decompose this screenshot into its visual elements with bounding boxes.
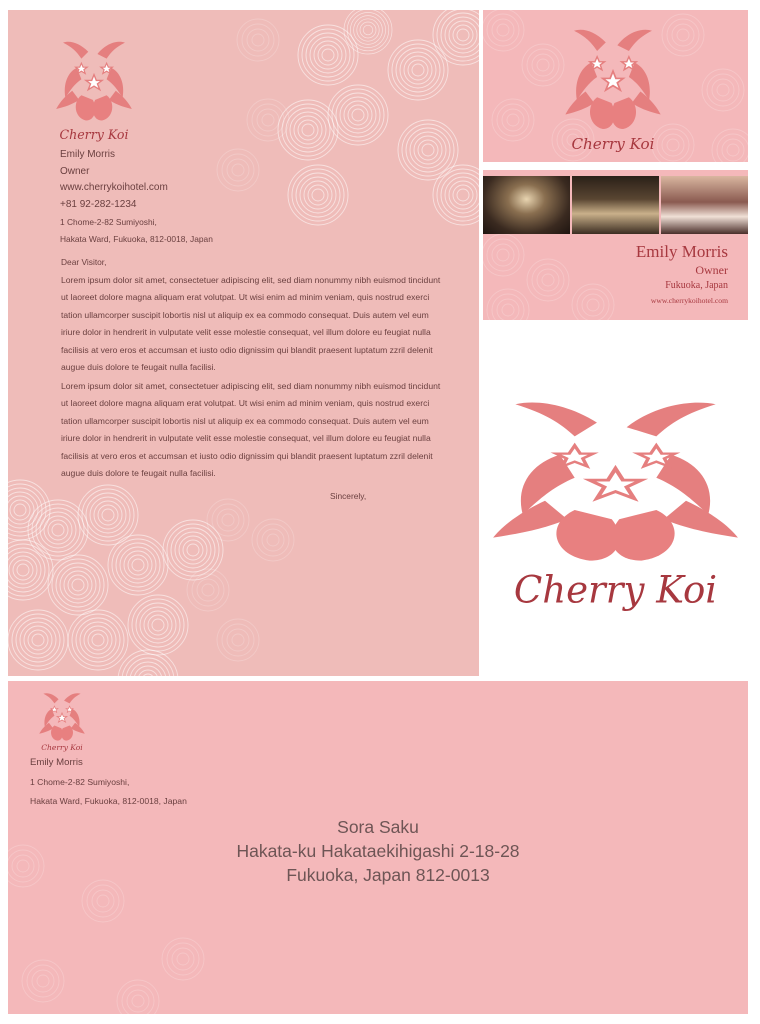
sender-address-line2: Hakata Ward, Fukuoka, 812-0018, Japan — [60, 233, 213, 244]
card-city: Fukuoka, Japan — [665, 280, 728, 291]
sender-address-line1: 1 Chome-2-82 Sumiyoshi, — [60, 216, 157, 227]
hotel-fountain-photo — [572, 176, 659, 234]
sender-title: Owner — [60, 165, 90, 177]
card-name: Emily Morris — [635, 242, 728, 261]
sender-block — [60, 147, 213, 247]
sender-website[interactable]: www.cherrykoihotel.com — [60, 182, 168, 194]
envelope-sender-address-line2: Hakata Ward, Fukuoka, 812-0018, Japan — [30, 795, 187, 806]
svg-text:Cherry Koi: Cherry Koi — [513, 568, 718, 612]
card-title: Owner — [695, 263, 728, 277]
letter-greeting: Dear Visitor, — [61, 257, 107, 267]
card-logo — [538, 25, 688, 155]
envelope-sender — [30, 754, 187, 810]
sender-phone: +81 92-282-1234 — [60, 199, 137, 211]
letter-paragraph-2: Lorem ipsum dolor sit amet, consectetuer adipiscing elit, sed diam nonummy nibh euismod tincidunt ut laoreet dolore magna aliquam erat volutpat. Ut wisi enim ad minim veniam, quis nostrud exerci tation ullamcorper suscipit lobortis nisl ut aliquip ex ea commodo consequat. Duis autem vel eum iriure dolor in hendrerit in vulputate velit esse molestie consequat, vel illum dolore eu feugiat nulla facilisis at vero eros et accumsan et iusto odio dignissim qui blandit praesent luptatum zzril delenit augue duis dolore te feugait nulla facilisi. — [61, 381, 441, 479]
envelope-sender-name: Emily Morris — [30, 757, 83, 768]
hotel-room-photo — [661, 176, 748, 234]
recipient-name: Sora Saku — [337, 817, 419, 837]
sender-name: Emily Morris — [60, 149, 115, 160]
cherry-koi-logo — [34, 38, 154, 148]
envelope-logo — [24, 691, 100, 753]
recipient-street: Hakata-ku Hakataekihigashi 2-18-28 — [236, 841, 520, 861]
large-koi-logo — [483, 395, 748, 625]
hotel-lobby-photo — [483, 176, 570, 234]
envelope — [8, 681, 748, 1014]
recipient-city: Fukuoka, Japan 812-0013 — [286, 865, 490, 885]
hotel-photo-strip — [483, 176, 748, 234]
business-card-back — [483, 170, 748, 320]
letter-paragraph-1: Lorem ipsum dolor sit amet, consectetuer adipiscing elit, sed diam nonummy nibh euismod tincidunt ut laoreet dolore magna aliquam erat volutpat. Ut wisi enim ad minim veniam, quis nostrud exerci tation ullamcorper suscipit lobortis nisl ut aliquip ex ea commodo consequat. Duis autem vel eum iriure dolor in hendrerit in vulputate velit esse molestie consequat, vel illum dolore eu feugiat nulla facilisis at vero eros et accumsan et iusto odio dignissim qui blandit praesent luptatum zzril delenit augue duis dolore te feugait nulla facilisi. — [61, 275, 441, 373]
envelope-recipient — [8, 815, 748, 887]
svg-text:Cherry Koi: Cherry Koi — [59, 126, 129, 142]
card-website[interactable]: www.cherrykoihotel.com — [650, 296, 728, 305]
envelope-sender-address-line1: 1 Chome-2-82 Sumiyoshi, — [30, 776, 130, 787]
business-card-front — [483, 10, 748, 162]
svg-text:Cherry Koi: Cherry Koi — [571, 135, 655, 154]
svg-text:Cherry Koi: Cherry Koi — [41, 743, 83, 753]
large-logo — [483, 395, 748, 625]
letter-closing: Sincerely, — [330, 491, 367, 501]
letterhead — [8, 10, 479, 676]
